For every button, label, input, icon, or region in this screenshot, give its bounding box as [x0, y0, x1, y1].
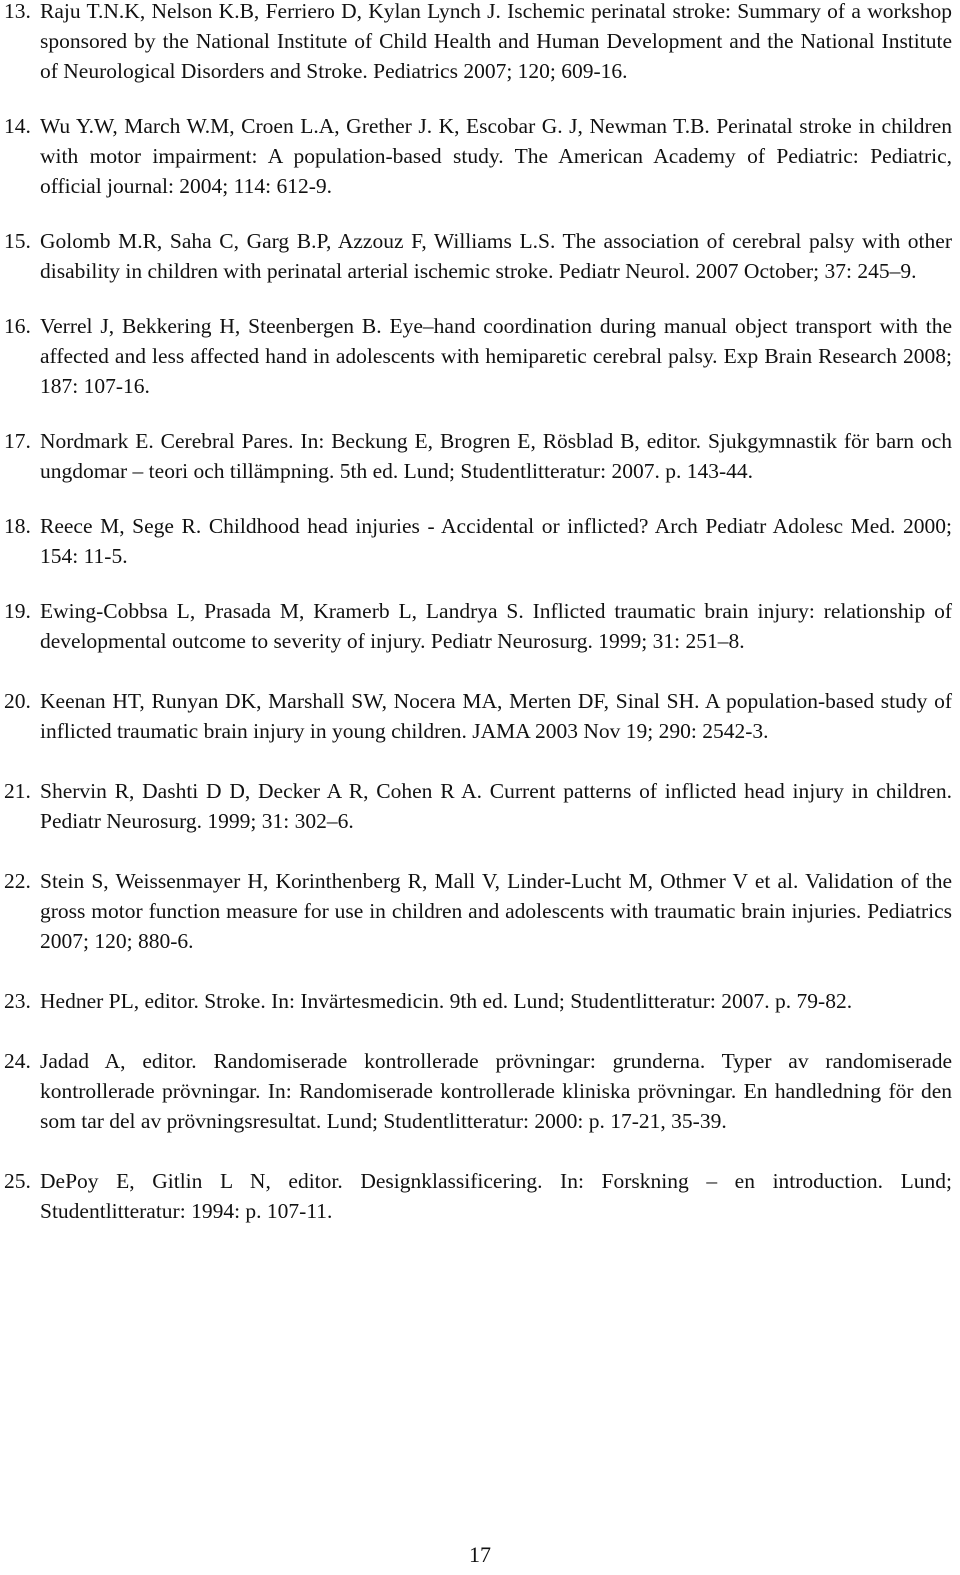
reference-item-25 — [0, 1166, 952, 1226]
reference-item-19 — [0, 596, 952, 656]
reference-text: Jadad A, editor. Randomiserade kontrollerade prövningar: grunderna. Typer av randomiserade kontrollerade prövningar. In: Randomiserade kontrollerade kliniska prövningar. En handledning för den som tar del av prövningsresultat. Lund; Studentlitteratur: 2000: p. 17-21, 35-39. — [40, 1049, 952, 1133]
reference-text: Shervin R, Dashti D D, Decker A R, Cohen R A. Current patterns of inflicted head injury in children. Pediatr Neurosurg. 1999; 31: 302–6. — [40, 779, 952, 833]
reference-number: 22. — [4, 869, 31, 893]
reference-text: Nordmark E. Cerebral Pares. In: Beckung E, Brogren E, Rösblad B, editor. Sjukgymnastik för barn och ungdomar – teori och tillämpning. 5th ed. Lund; Studentlitteratur: 2007. p. 143-44. — [40, 429, 952, 483]
reference-item-15 — [0, 226, 952, 286]
reference-text: Raju T.N.K, Nelson K.B, Ferriero D, Kylan Lynch J. Ischemic perinatal stroke: Summary of a workshop sponsored by the National Institute of Child Health and Human Development and the National Institute of Neurological Disorders and Stroke. Pediatrics 2007; 120; 609-16. — [40, 0, 952, 83]
reference-number: 24. — [4, 1049, 31, 1073]
reference-item-23 — [0, 986, 952, 1016]
reference-text: Hedner PL, editor. Stroke. In: Invärtesmedicin. 9th ed. Lund; Studentlitteratur: 2007. p. 79-82. — [40, 989, 853, 1013]
reference-number: 19. — [4, 599, 31, 623]
reference-item-18 — [0, 511, 952, 571]
reference-text: Ewing-Cobbsa L, Prasada M, Kramerb L, Landrya S. Inflicted traumatic brain injury: relationship of developmental outcome to severity of injury. Pediatr Neurosurg. 1999; 31: 251–8. — [40, 599, 952, 653]
reference-text: Verrel J, Bekkering H, Steenbergen B. Eye–hand coordination during manual object transport with the affected and less affected hand in adolescents with hemiparetic cerebral palsy. Exp Brain Research 2008; 187: 107-16. — [40, 314, 952, 398]
reference-number: 14. — [4, 114, 31, 138]
reference-item-24 — [0, 1046, 952, 1136]
reference-item-21 — [0, 776, 952, 836]
reference-text: Keenan HT, Runyan DK, Marshall SW, Nocera MA, Merten DF, Sinal SH. A population-based study of inflicted traumatic brain injury in young children. JAMA 2003 Nov 19; 290: 2542-3. — [40, 689, 952, 743]
reference-number: 20. — [4, 689, 31, 713]
reference-number: 25. — [4, 1169, 31, 1193]
reference-number: 16. — [4, 314, 31, 338]
reference-text: Wu Y.W, March W.M, Croen L.A, Grether J. K, Escobar G. J, Newman T.B. Perinatal stroke in children with motor impairment: A population-based study. The American Academy of Pediatric: Pediatric, official journal: 2004; 114: 612-9. — [40, 114, 952, 198]
reference-number: 23. — [4, 989, 31, 1013]
reference-number: 15. — [4, 229, 31, 253]
reference-item-16 — [0, 311, 952, 401]
reference-number: 18. — [4, 514, 31, 538]
reference-number: 13. — [4, 0, 31, 23]
reference-text: Reece M, Sege R. Childhood head injuries - Accidental or inflicted? Arch Pediatr Adolesc Med. 2000; 154: 11-5. — [40, 514, 952, 568]
reference-number: 17. — [4, 429, 31, 453]
reference-text: Stein S, Weissenmayer H, Korinthenberg R, Mall V, Linder-Lucht M, Othmer V et al. Validation of the gross motor function measure for use in children and adolescents with traumatic brain injuries. Pediatrics 2007; 120; 880-6. — [40, 869, 952, 953]
reference-item-20 — [0, 686, 952, 746]
reference-item-22 — [0, 866, 952, 956]
reference-item-17 — [0, 426, 952, 486]
reference-text: DePoy E, Gitlin L N, editor. Designklassificering. In: Forskning – en introduction. Lund; Studentlitteratur: 1994: p. 107-11. — [40, 1169, 952, 1223]
page-number: 17 — [469, 1542, 491, 1567]
reference-item-14 — [0, 111, 952, 201]
reference-item-13 — [0, 0, 952, 86]
reference-number: 21. — [4, 779, 31, 803]
reference-text: Golomb M.R, Saha C, Garg B.P, Azzouz F, Williams L.S. The association of cerebral palsy with other disability in children with perinatal arterial ischemic stroke. Pediatr Neurol. 2007 October; 37: 245–9. — [40, 229, 952, 283]
